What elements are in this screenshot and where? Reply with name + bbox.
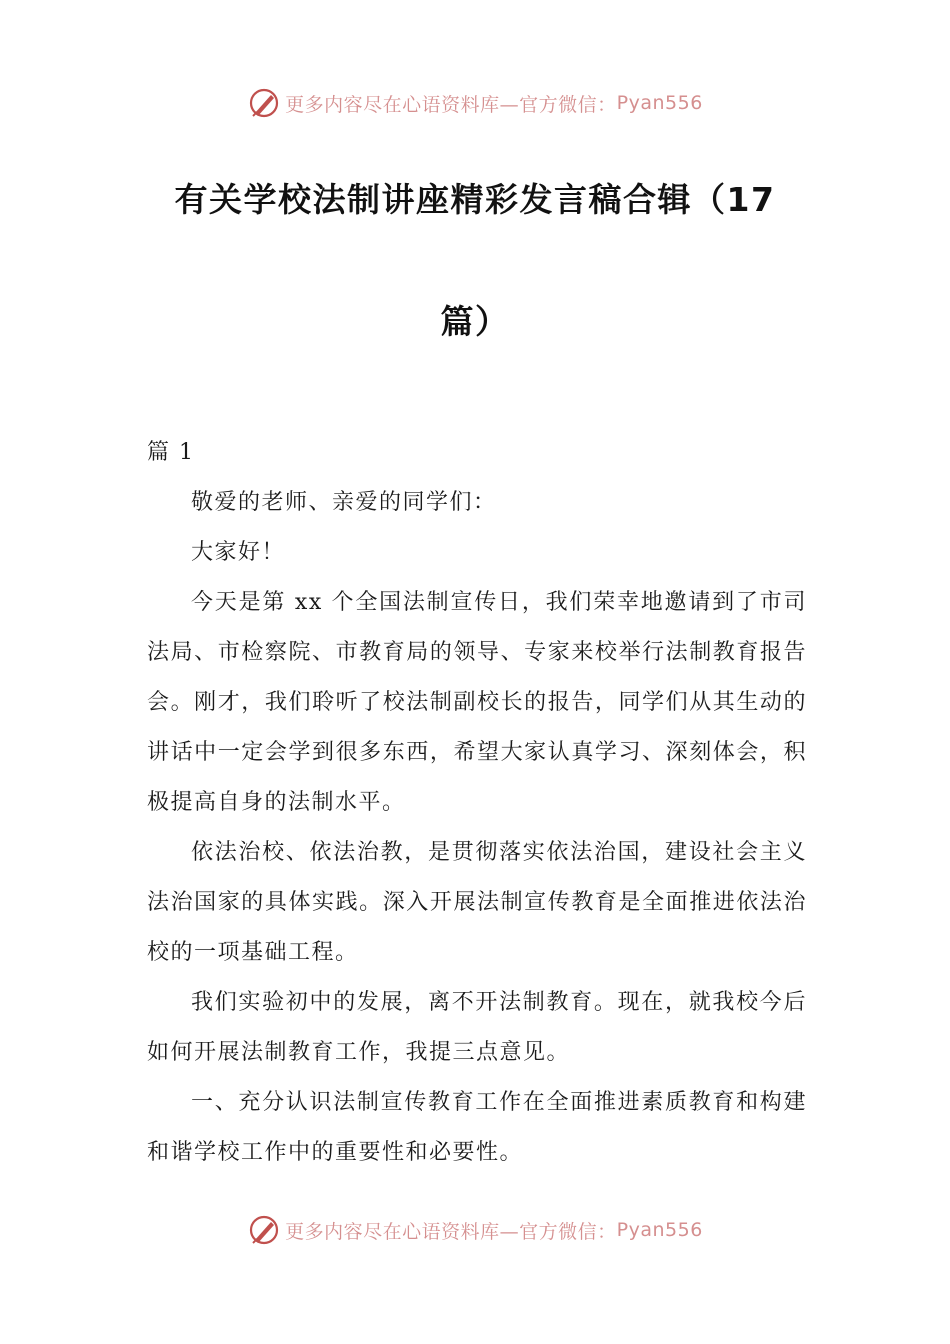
document-title-line-1: 有关学校法制讲座精彩发言稿合辑（17 <box>174 180 776 219</box>
pen-logo-icon <box>247 1213 281 1247</box>
watermark-wechat-id: Pyan556 <box>616 92 703 114</box>
greeting: 大家好！ <box>191 540 286 565</box>
section-heading: 篇 1 <box>147 440 195 465</box>
document-body <box>147 428 807 1178</box>
paragraph: 我们实验初中的发展，离不开法制教育。现在，就我校今后如何开展法制教育工作，我提三点意见。 <box>147 990 807 1065</box>
watermark-banner-top <box>0 83 950 123</box>
watermark-banner-bottom <box>0 1210 950 1250</box>
watermark-wechat-id: Pyan556 <box>616 1219 703 1241</box>
paragraph: 一、充分认识法制宣传教育工作在全面推进素质教育和构建和谐学校工作中的重要性和必要性。 <box>147 1090 807 1165</box>
pen-logo-icon <box>247 86 281 120</box>
paragraph: 依法治校、依法治教，是贯彻落实依法治国，建设社会主义法治国家的具体实践。深入开展法制宣传教育是全面推进依法治校的一项基础工程。 <box>147 840 807 965</box>
watermark-text: 更多内容尽在心语资料库—官方微信： <box>285 93 617 116</box>
salutation: 敬爱的老师、亲爱的同学们： <box>191 490 497 515</box>
watermark-text: 更多内容尽在心语资料库—官方微信： <box>285 1220 617 1243</box>
paragraph: 今天是第 xx 个全国法制宣传日，我们荣幸地邀请到了市司法局、市检察院、市教育局的领导、专家来校举行法制教育报告会。刚才，我们聆听了校法制副校长的报告，同学们从其生动的讲话中一定会学到很多东西，希望大家认真学习、深刻体会，积极提高自身的法制水平。 <box>147 590 807 815</box>
document-title-line-2: 篇） <box>440 302 510 341</box>
